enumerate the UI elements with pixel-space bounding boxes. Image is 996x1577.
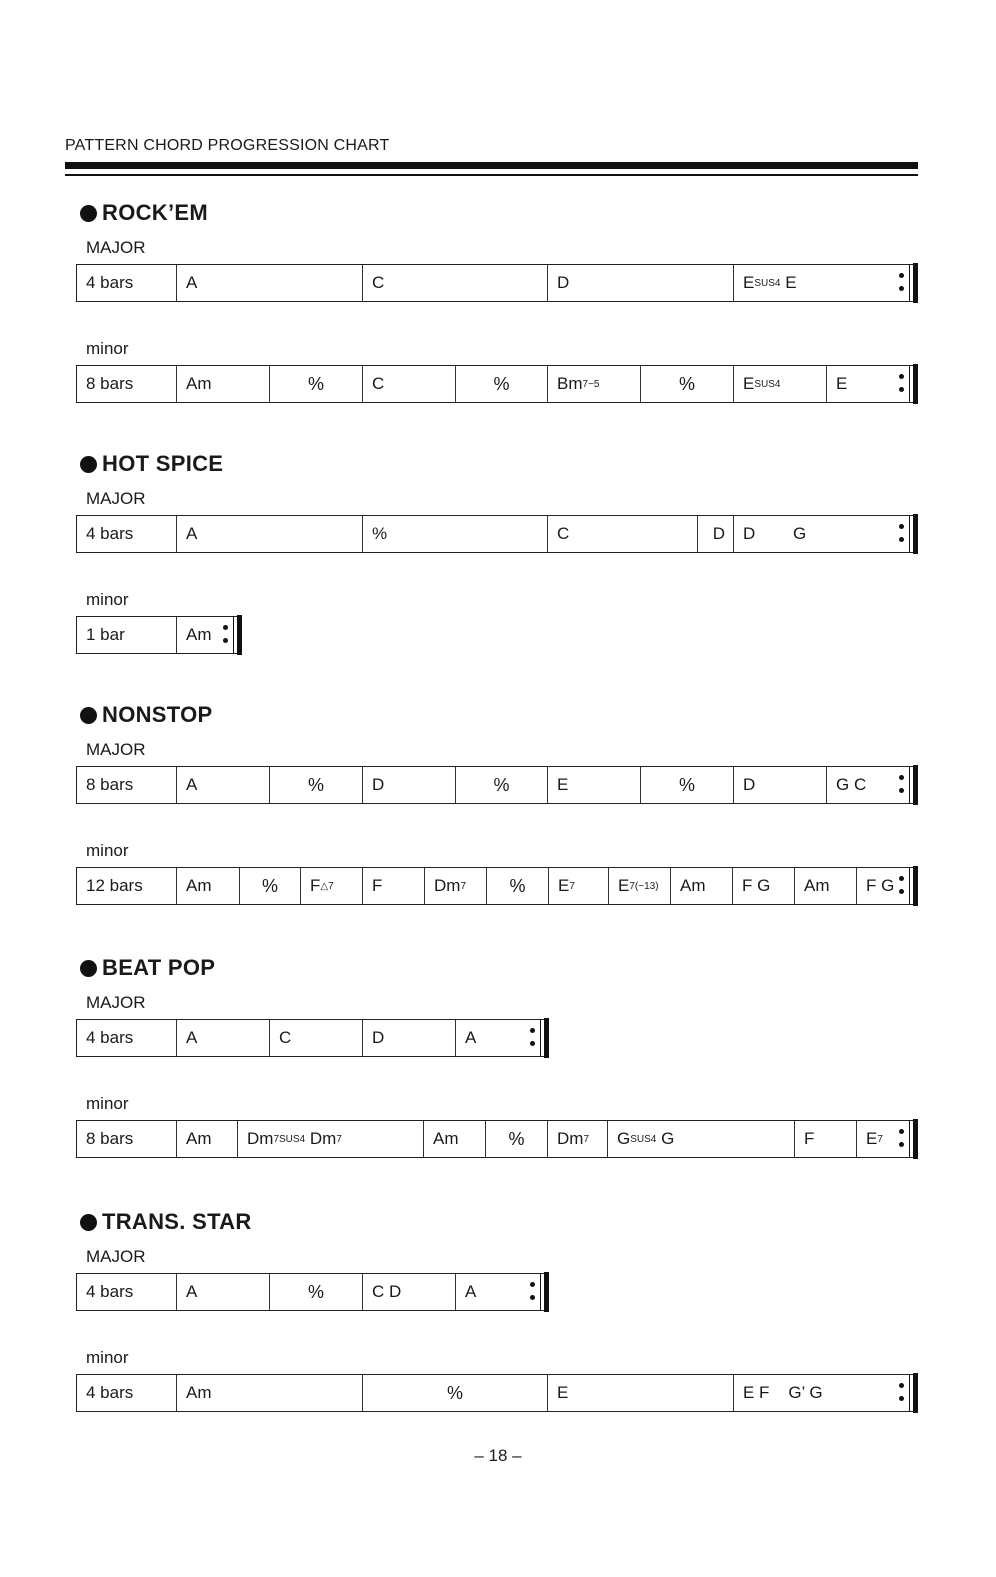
chord-cell: Am (177, 868, 240, 904)
mode-label: minor (86, 841, 129, 860)
simile-mark-cell: % (487, 868, 549, 904)
chord-cell: D (734, 767, 827, 803)
chord-cell: E (548, 767, 641, 803)
bullet-icon (80, 1214, 97, 1231)
repeat-sign-icon (897, 516, 917, 552)
chord-cell: F △7 (301, 868, 363, 904)
mode-label: MAJOR (86, 238, 146, 257)
simile-mark-cell: % (240, 868, 301, 904)
chord-progression-row (76, 1019, 549, 1057)
section-title (80, 1209, 252, 1235)
chord-cell: Am (177, 366, 270, 402)
chord-cell: E SUS4 E (743, 273, 797, 292)
repeat-sign-icon (897, 1121, 917, 1157)
repeat-sign-icon (897, 868, 917, 904)
mode-label: minor (86, 1094, 129, 1113)
chord-cell: Bm 7 −5 (548, 366, 641, 402)
chord-cell: D (363, 767, 456, 803)
chord-cell: C D (363, 1274, 456, 1310)
section-title-text: TRANS. STAR (102, 1209, 252, 1234)
header-rule-thick (65, 162, 918, 169)
chord-cell: C (548, 516, 698, 552)
chord-cell: E 7 (866, 1129, 883, 1148)
section-title (80, 451, 223, 477)
chord-cell: Dm 7SUS4 Dm 7 (238, 1121, 424, 1157)
section-title-text: ROCK’EM (102, 200, 208, 225)
mode-label: minor (86, 339, 129, 358)
bar-count-cell: 4 bars (77, 1274, 177, 1310)
chord-cell: Am (177, 1121, 238, 1157)
bullet-icon (80, 960, 97, 977)
simile-mark-cell: % (456, 767, 548, 803)
chord-cell: A (177, 1274, 270, 1310)
chord-progression-row (76, 766, 918, 804)
chord-cell: A (465, 1028, 477, 1047)
chord-cell: G SUS4 G (608, 1121, 795, 1157)
section-title (80, 200, 208, 226)
mode-label: minor (86, 590, 129, 609)
repeat-sign-icon (897, 767, 917, 803)
bullet-icon (80, 205, 97, 222)
simile-mark-cell: % (486, 1121, 548, 1157)
chord-cell: F G (733, 868, 795, 904)
bar-count-cell: 4 bars (77, 1375, 177, 1411)
bar-count-cell: 4 bars (77, 516, 177, 552)
chord-cell: Am (795, 868, 857, 904)
chord-cell: E F G’ G (743, 1383, 823, 1402)
repeat-sign-icon (528, 1274, 548, 1310)
simile-mark-cell: % (270, 1274, 363, 1310)
chord-cell: E 7 (549, 868, 609, 904)
chord-cell: A (177, 1020, 270, 1056)
chord-cell: D (548, 265, 734, 301)
chord-progression-row (76, 515, 918, 553)
chord-cell: Am (177, 1375, 363, 1411)
repeat-sign-icon (528, 1020, 548, 1056)
chord-cell: C (363, 366, 456, 402)
chord-progression-row (76, 264, 918, 302)
chord-progression-row (76, 616, 242, 654)
header-rule-thin (65, 174, 918, 176)
chord-cell: G C (836, 775, 867, 794)
chord-cell: C (270, 1020, 363, 1056)
bullet-icon (80, 456, 97, 473)
section-title-text: HOT SPICE (102, 451, 224, 476)
bar-count-cell: 8 bars (77, 767, 177, 803)
chord-cell: E SUS4 (734, 366, 827, 402)
mode-label: MAJOR (86, 993, 146, 1012)
chord-cell: E (836, 374, 848, 393)
bar-count-cell: 1 bar (77, 617, 177, 653)
chord-cell: A (177, 767, 270, 803)
chord-cell: Dm 7 (425, 868, 487, 904)
mode-label: MAJOR (86, 489, 146, 508)
chord-progression-row (76, 867, 918, 905)
bar-count-cell: 4 bars (77, 265, 177, 301)
bar-count-cell: 12 bars (77, 868, 177, 904)
section-title (80, 955, 215, 981)
section-title-text: BEAT POP (102, 955, 216, 980)
chord-cell: Dm 7 (548, 1121, 608, 1157)
chord-cell: E (548, 1375, 734, 1411)
chord-progression-row (76, 365, 918, 403)
chord-cell: D (363, 1020, 456, 1056)
chord-cell: % (363, 516, 548, 552)
repeat-sign-icon (897, 366, 917, 402)
chord-cell: F G (866, 876, 895, 895)
chord-cell: C (363, 265, 548, 301)
chord-cell: D G (743, 524, 807, 543)
chord-cell: Am (671, 868, 733, 904)
simile-mark-cell: % (270, 366, 363, 402)
bar-count-cell: 4 bars (77, 1020, 177, 1056)
chord-cell: F (795, 1121, 857, 1157)
repeat-sign-icon (221, 617, 241, 653)
chord-cell: Am (424, 1121, 486, 1157)
chord-cell: F (363, 868, 425, 904)
bar-count-cell: 8 bars (77, 1121, 177, 1157)
simile-mark-cell: % (363, 1375, 548, 1411)
chord-cell: Am (186, 625, 212, 644)
simile-mark-cell: % (641, 767, 734, 803)
bar-count-cell: 8 bars (77, 366, 177, 402)
simile-mark-cell: % (270, 767, 363, 803)
chord-progression-row (76, 1374, 918, 1412)
mode-label: minor (86, 1348, 129, 1367)
chord-progression-row (76, 1120, 918, 1158)
repeat-sign-icon (897, 1375, 917, 1411)
chord-cell: A (177, 516, 363, 552)
chord-cell: A (177, 265, 363, 301)
section-title (80, 702, 213, 728)
mode-label: MAJOR (86, 1247, 146, 1266)
bullet-icon (80, 707, 97, 724)
chord-cell: D (698, 516, 734, 552)
page-number: – 18 – (474, 1446, 522, 1465)
page-header: PATTERN CHORD PROGRESSION CHART (65, 137, 390, 154)
mode-label: MAJOR (86, 740, 146, 759)
repeat-sign-icon (897, 265, 917, 301)
simile-mark-cell: % (641, 366, 734, 402)
chord-progression-row (76, 1273, 549, 1311)
simile-mark-cell: % (456, 366, 548, 402)
chord-cell: E 7 (−13) (609, 868, 671, 904)
section-title-text: NONSTOP (102, 702, 213, 727)
chord-cell: A (465, 1282, 477, 1301)
